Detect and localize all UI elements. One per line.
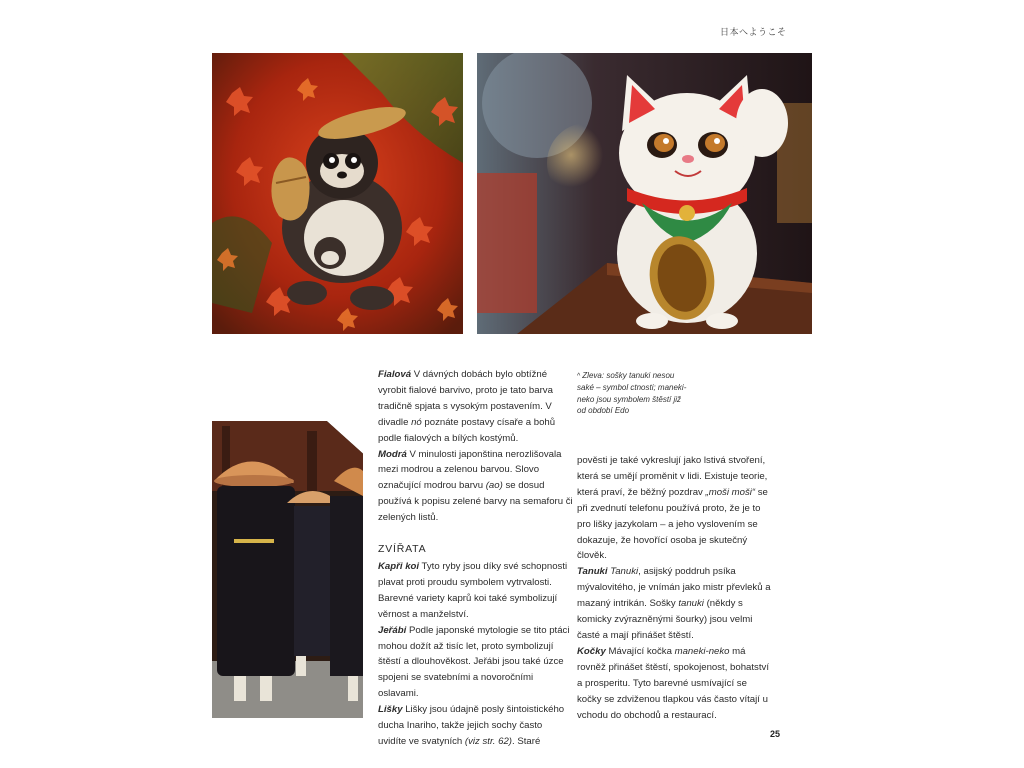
paragraph [378,623,573,703]
text-run: tanuki [628,371,651,380]
text-column-left [378,367,573,750]
text-run: Tanuki [610,566,639,578]
text-run: Mávající kočka [605,645,675,657]
page-number: 25 [770,729,781,739]
paragraph [378,702,573,750]
text-run: Podle japonské mytologie se tito ptáci mohou dožít až tisíc let, proto symbolizují štěstí a dlouhověkost. Jeřábi jsou také úzce spojeni se svatebními a novoročními oslavami. [378,624,570,700]
text-run: Tyto ryby jsou díky své schopnosti plavat proti proudu symbolem vytrvalosti. Barevné variety kaprů koi také symbolizují věrnost a manželství. [378,560,568,620]
text-column-right [577,453,772,723]
text-run: „moši moši“ [705,486,756,498]
text-run: maneki-neko [674,645,730,657]
paragraph [378,367,573,447]
text-run: má rovněž přinášet štěstí, spokojenost, bohatství a prosperitu. Tyto barevné usmívající se kočky se zdviženou tlapkou vás často vítají u vchodu do obchodů a restaurací. [577,645,769,721]
run-in-heading: Fialová [378,369,412,380]
text-run: poznáte postavy císaře a bohů podle fialových a bílých kostýmů. [378,416,556,444]
paragraph [577,564,772,644]
text-run: nó [411,416,422,428]
caption-text [577,371,686,415]
paragraph [577,453,772,564]
paragraph [378,447,573,527]
text-run: tanuki [678,598,704,610]
text-run: Zleva: [582,371,607,380]
text-run: Lišky jsou údajně posly šintoistického ducha Inariho, takže jejich sochy často uvidíte ve svatyních [378,704,565,747]
run-in-heading: Jeřábi [378,624,407,636]
maneki-neko-photo [477,53,812,334]
run-in-heading: Lišky [378,704,403,716]
text-run: V dávných dobách bylo obtížné vyrobit fialové barvivo, proto je tato barva tradičně spjata s vysokým postavením. V divadle [378,369,553,428]
text-run: , asijský poddruh psíka mývalovitého, je vnímán jako mistr převleků a mazaný intrikán. Sošky [577,566,771,610]
paragraph [577,644,772,724]
text-run: (ao) [485,480,503,492]
run-in-heading: Kočky [577,645,606,657]
run-in-heading: Modrá [378,448,407,460]
tanuki-statue-photo [212,53,463,334]
text-run: nesou saké – symbol ctnosti; [577,371,675,393]
text-run: se dosud používá k popisu zelené barvy na semaforu či zelených listů. [378,480,573,524]
text-run: maneki-neko [577,383,687,404]
text-run: (někdy s komicky zvýrazněnými šourky) jsou velmi časté a mají přinášet štěstí. [577,598,753,641]
caret-up-icon: ^ [577,373,581,380]
text-run: . Staré [512,735,541,747]
photo-caption [577,370,687,416]
monks-photo [212,421,363,718]
running-head: 日本へようこそ [720,27,787,37]
text-run: (viz str. 62) [464,735,513,747]
text-run: se při zvednutí telefonu používá proto, že je to pro lišky jazykolam – a jeho vyslovením se dokazuje, že hovořící osoba je skutečný člověk. [577,486,768,562]
text-run: V minulosti japonština nerozlišovala mezi modrou a zelenou barvou. Slovo označující modrou barvu [378,448,562,492]
text-run: jsou symbolem štěstí již od období Edo [577,394,682,415]
run-in-heading: Kapři koi [378,560,420,572]
paragraph [378,559,573,623]
text-run: sošky [606,371,629,380]
section-heading: ZVÍŘATA [378,543,427,556]
run-in-heading: Tanuki [577,566,608,578]
text-run: pověsti je také vykreslují jako lstivá stvoření, která se umějí proměnit v lidi. Existuje teorie, která praví, že běžný pozdrav [577,455,768,498]
